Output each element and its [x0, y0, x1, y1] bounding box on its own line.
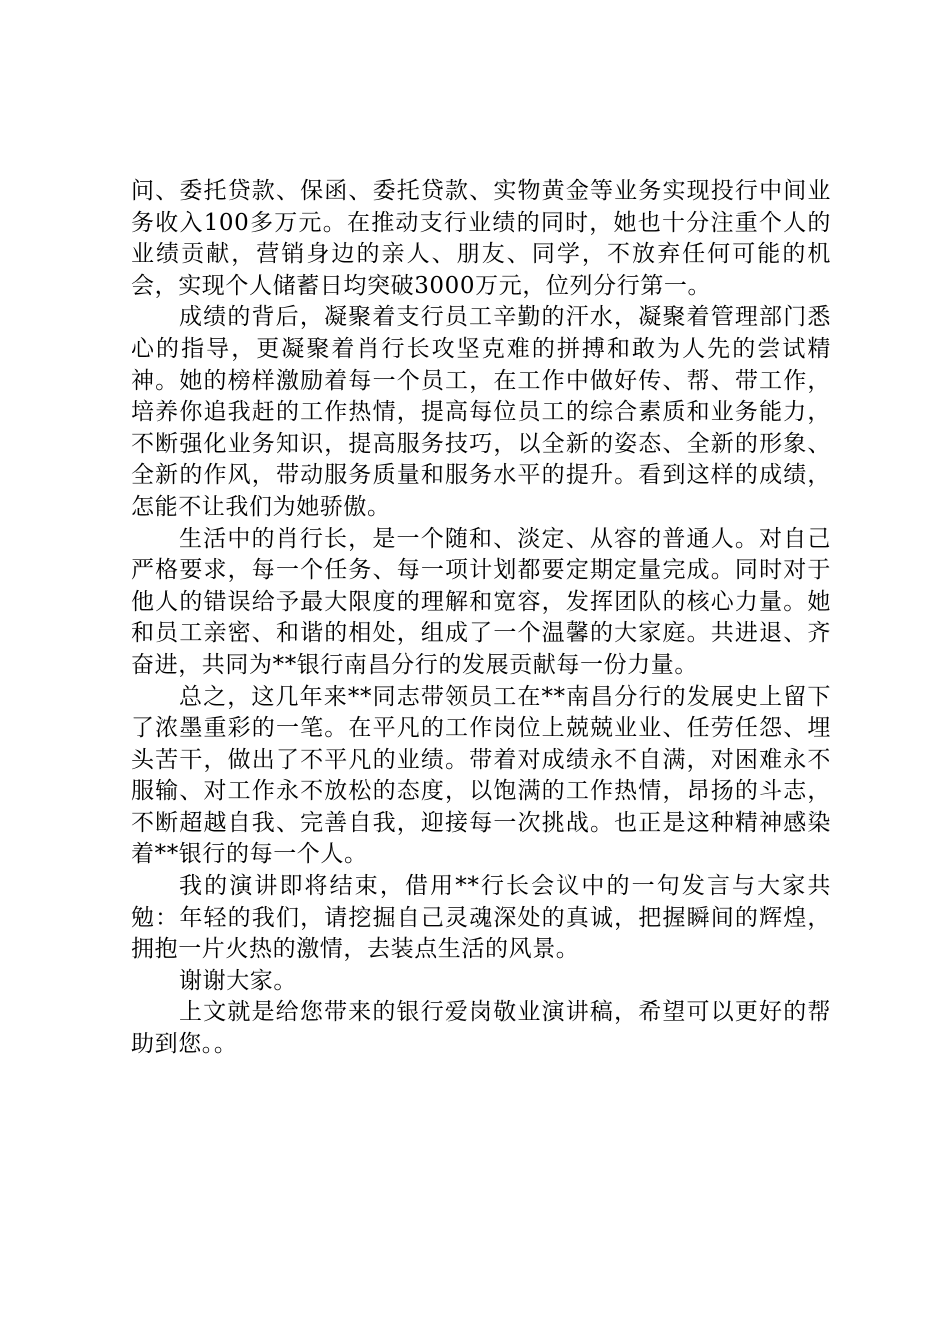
paragraph: 生活中的肖行长，是一个随和、淡定、从容的普通人。对自己严格要求，每一个任务、每一项计划都要定期定量完成。同时对于他人的错误给予最大限度的理解和宽容，发挥团队的核心力量。她和员工亲密、和谐的相处，组成了一个温馨的大家庭。共进退、齐奋进，共同为**银行南昌分行的发展贡献每一份力量。 — [131, 525, 831, 678]
paragraph: 成绩的背后，凝聚着支行员工辛勤的汗水，凝聚着管理部门悉心的指导，更凝聚着肖行长攻坚克难的拼搏和敢为人先的尝试精神。她的榜样激励着每一个员工，在工作中做好传、帮、带工作，培养你追我赶的工作热情，提高每位员工的综合素质和业务能力，不断强化业务知识，提高服务技巧，以全新的姿态、全新的形象、全新的作风，带动服务质量和服务水平的提升。看到这样的成绩，怎能不让我们为她骄傲。 — [131, 304, 831, 520]
paragraph: 总之，这几年来**同志带领员工在**南昌分行的发展史上留下了浓墨重彩的一笔。在平凡的工作岗位上兢兢业业、任劳任怨、埋头苦干，做出了不平凡的业绩。带着对成绩永不自满，对困难永不服输、对工作永不放松的态度，以饱满的工作热情，昂扬的斗志，不断超越自我、完善自我，迎接每一次挑战。也正是这种精神感染着**银行的每一个人。 — [131, 683, 831, 868]
paragraph: 上文就是给您带来的银行爱岗敬业演讲稿，希望可以更好的帮助到您。。 — [131, 999, 831, 1058]
document-body — [131, 176, 831, 1061]
paragraph: 问、委托贷款、保函、委托贷款、实物黄金等业务实现投行中间业务收入100多万元。在推动支行业绩的同时，她也十分注重个人的业绩贡献，营销身边的亲人、朋友、同学，不放弃任何可能的机会，实现个人储蓄日均突破3000万元，位列分行第一。 — [131, 178, 831, 299]
paragraph: 谢谢大家。 — [179, 967, 297, 994]
paragraph: 我的演讲即将结束，借用**行长会议中的一句发言与大家共勉：年轻的我们，请挖掘自己灵魂深处的真诚，把握瞬间的辉煌，拥抱一片火热的激情，去装点生活的风景。 — [131, 873, 831, 963]
